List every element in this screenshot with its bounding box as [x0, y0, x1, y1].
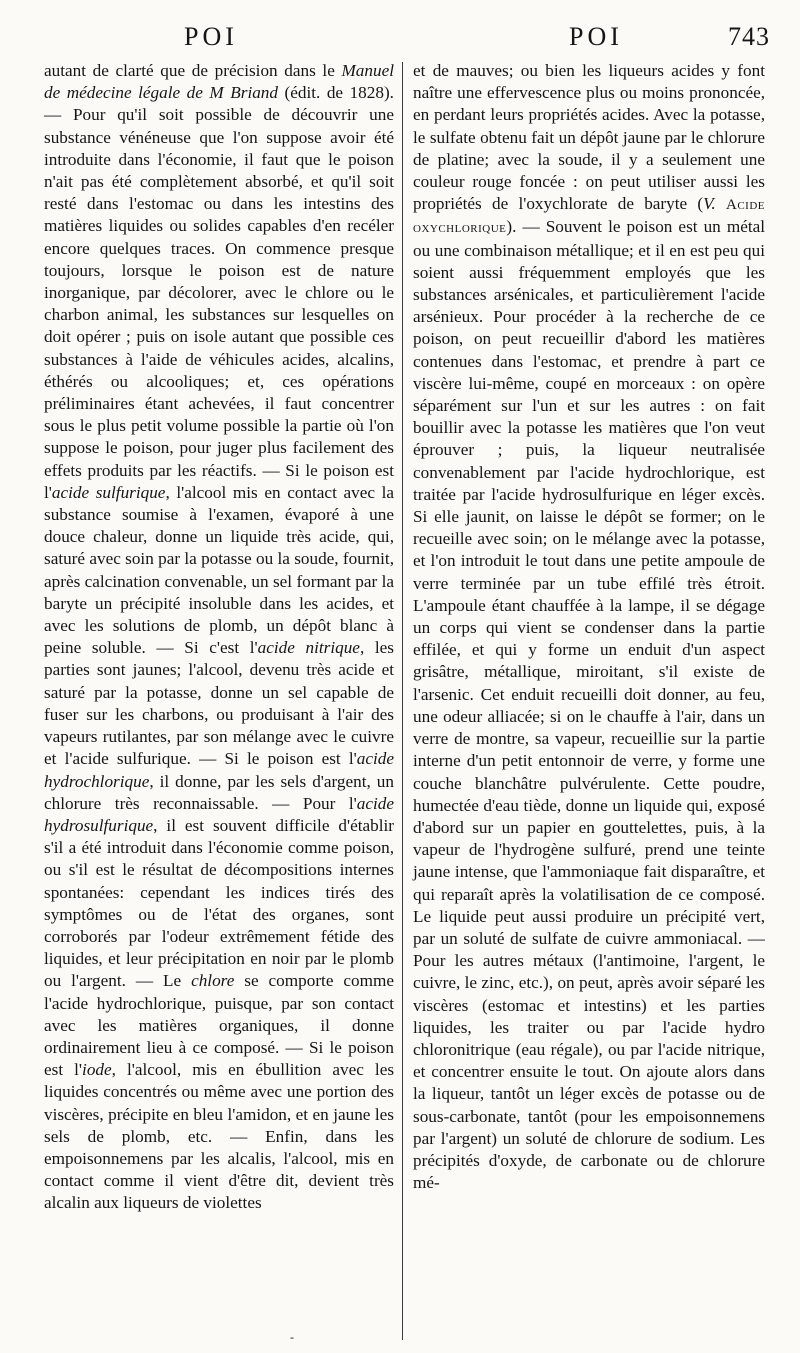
italic-term: Manuel de médecine légale de M Briand [44, 61, 394, 103]
text-run: et de mauves; ou bien les liqueurs acides y font naître une effervescence plus ou moins prononcée, en perdant leurs propriétés acides. Avec la potasse, le sulfate obtenu fait un dépôt jaune par le chlorure de platine; avec la soude, il y a seulement une couleur rouge foncée : on peut utiliser aussi les propriétés de l'oxychlorate de baryte ( [413, 61, 765, 214]
text-run [716, 194, 726, 213]
page-header [44, 22, 770, 56]
footer-mark: - [290, 1330, 294, 1344]
text-run: , l'alcool mis en contact avec la substance soumise à l'examen, évaporé à une douce chaleur, donne un liquide très acide, qui, saturé avec soin par la potasse ou la soude, fournit, après calcination convenable, un sel formant par la baryte un précipité insoluble dans les acides, et avec les solutions de plomb, un dépôt blanc à peine soluble. — Si c'est l' [44, 482, 394, 658]
text-run: autant de clarté que de précision dans le [44, 61, 342, 80]
right-text-column [413, 60, 765, 1194]
italic-term: acide hydrochlorique [44, 749, 394, 791]
text-run: , il donne, par les sels d'argent, un chlorure très reconnaissable. — Pour l' [44, 771, 394, 813]
page-number: 743 [728, 22, 770, 51]
text-run: , les parties sont jaunes; l'alcool, devenu très acide et saturé par la potasse, donne un sel capable de fuser sur les charbons, ou produisant à l'air des vapeurs rutilantes, par son mélange avec le cuivre et l'acide sulfurique. — Si le poison est l' [44, 638, 394, 769]
cross-reference: Acide oxychlorique [413, 197, 765, 237]
text-run: (édit. de 1828). — Pour qu'il soit possible de découvrir une substance vénéneuse que l'on suppose avoir été introduite dans l'économie, il faut que le poison n'ait pas été complètement absorbé, et qu'il soit resté dans l'estomac ou dans les intestins des matières liquides ou solides capables d'en recéler encore quelques traces. On commence presque toujours, lorsque le poison est de nature inorganique, par décolorer, avec le chlore ou le charbon animal, les substances sur lesquelles on doit opérer ; puis on isole autant que possible ces substances à l'aide de véhicules acides, alcalins, éthérés ou alcooliques; et, ces opérations préliminaires étant achevées, il faut concentrer sous le plus petit volume possible la partie où l'on suppose le poison, pour juger plus facilement des effets produits par les réactifs. — Si le poison est l' [44, 83, 394, 502]
left-column-paragraph [44, 60, 394, 1215]
column-divider [402, 62, 403, 1340]
italic-term: V. [703, 194, 716, 214]
italic-term: iode [82, 1060, 112, 1080]
text-run: se comporte comme l'acide hydrochlorique, puisque, par son contact avec les matières organiques, il donne ordinairement lieu à ce composé. — Si le poison est l' [44, 971, 394, 1080]
left-text-column [44, 60, 394, 1215]
running-head-right: POI [569, 22, 623, 51]
running-head-left: POI [184, 22, 238, 51]
italic-term: acide sulfurique [51, 482, 166, 502]
text-run: ). — Souvent le poison est un métal ou une combinaison métallique; et il en est peu qui soient aussi fréquemment employés que les substances arsénicales, et particulièrement l'acide arsénieux. Pour procéder à la recherche de ce poison, on peut recueillir d'abord les matières contenues dans l'estomac, et prendre à part ce viscère lui-même, coupé en morceaux : on opère séparément sur l'un et sur les autres : on fait bouillir avec la potasse les matières que l'on veut éprouver ; puis, la liqueur neutralisée convenablement par l'acide hydrochlorique, est traitée par l'acide hydrosulfurique en léger excès. Si elle jaunit, on laisse le dépôt se former; on le recueille avec soin; on le mélange avec la potasse, et l'on introduit le tout dans une petite ampoule de verre terminée par un tube effilé très étroit. L'ampoule étant chauffée à la lampe, il se dégage un corps qui vient se condenser dans la partie effilée, et qui y forme un enduit d'un aspect grisâtre, métallique, miroitant, s'il existe de l'arsenic. Cet enduit recueilli doit donner, au feu, une odeur alliacée; si on le chauffe à l'air, dans un verre de montre, sa vapeur, recueillie sur la partie interne d'un petit entonnoir de verre, y forme une couche blanchâtre pulvérulente. Cette poudre, humectée d'eau tiède, donne un liquide qui, exposé d'abord sur un papier en gouttelettes, puis, à la vapeur de l'hydrogène sulfuré, prend une teinte jaune intense, que l'ammoniaque fait disparaître, et qui reparaît après la volatilisation de ce composé. Le liquide peut aussi produire un précipité vert, par un soluté de sulfate de cuivre ammoniacal. — Pour les autres métaux (l'antimoine, l'argent, le cuivre, le zinc, etc.), on peut, après avoir séparé les viscères (estomac et intestins) et les parties liquides, les traiter ou par l'acide hydro chloronitrique (eau régale), ou par l'acide nitrique, et concentrer ensuite le tout. On ajoute alors dans la liqueur, tantôt un léger excès de potasse ou de sous-carbonate, tantôt (pour les empoisonnemens par l'argent) un soluté de chlorure de sodium. Les précipités d'oxyde, de carbonate ou de chlorure mé- [413, 217, 765, 1193]
right-column-paragraph [413, 60, 765, 1194]
text-run: , il est souvent difficile d'établir s'il a été introduit dans l'économie comme poison, ou s'il est le résultat de décompositions internes spontanées: cependant les indices tirés des symptômes ou de l'état des organes, sont corroborés par l'odeur extrêmement fétide des liquides, et leur précipitation en noir par le plomb ou l'argent. — Le [44, 815, 394, 991]
italic-term: acide hydrosulfurique [44, 793, 394, 835]
text-run: , l'alcool, mis en ébullition avec les liquides concentrés ou même avec une portion des viscères, précipite en bleu l'amidon, et en jaune les sels de plomb, etc. — Enfin, dans les empoisonnemens par les alcalis, l'alcool, mis en contact comme il vient d'être dit, devient très alcalin aux liqueurs de violettes [44, 1060, 395, 1213]
italic-term: acide nitrique [257, 638, 360, 658]
italic-term: chlore [191, 971, 235, 991]
